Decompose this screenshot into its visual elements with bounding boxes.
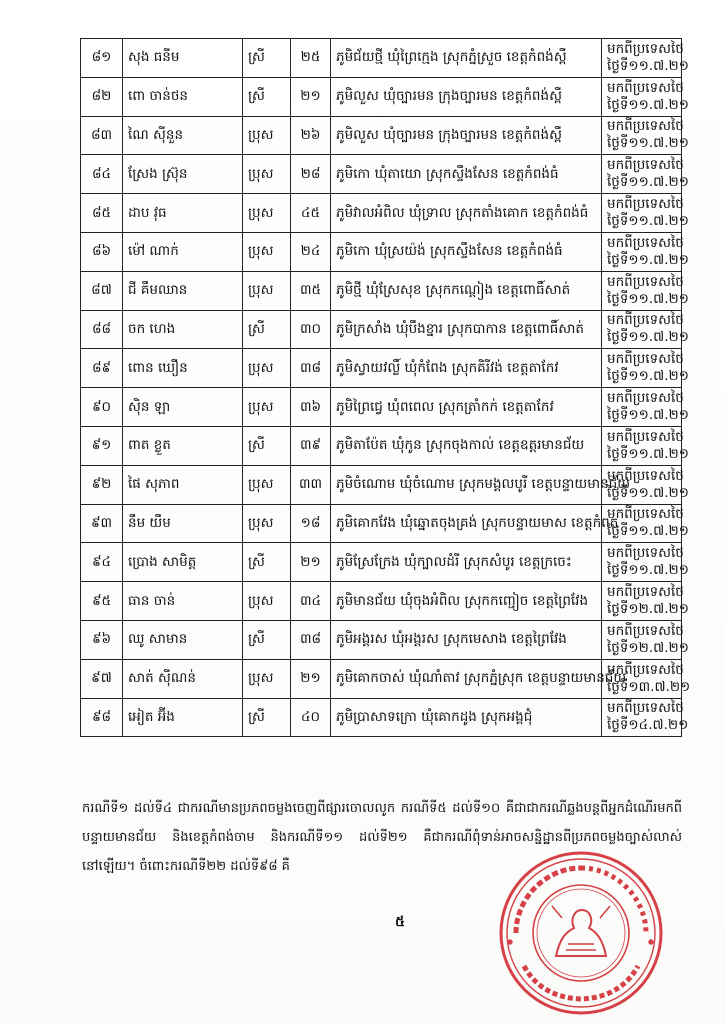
- sex-cell: ស្រី: [243, 426, 291, 465]
- status-cell: [602, 620, 689, 659]
- age-cell: ២៨: [291, 155, 331, 194]
- status-line: មកពីប្រទេសថៃ: [607, 584, 684, 601]
- cases-table: [80, 38, 691, 737]
- address-cell: ភូមិកោ ឃុំស្រយ៉ង់ ស្រុកស្ទឹងសែន ខេត្តកំពង់ធំ: [331, 232, 602, 271]
- age-cell: ៣៩: [291, 426, 331, 465]
- sex-cell: ប្រុស: [243, 504, 291, 543]
- status-line: មកពីប្រទេសថៃ: [607, 545, 684, 562]
- name-cell: អៀត អ៊ីង: [123, 698, 243, 737]
- case-number-cell: ៨៥: [81, 194, 123, 233]
- case-number-cell: ៨៩: [81, 349, 123, 388]
- age-cell: ២៥: [291, 39, 331, 78]
- table-row: [81, 388, 682, 427]
- status-line: មកពីប្រទេសថៃ: [607, 351, 684, 368]
- status-line: មកពីប្រទេសថៃ: [607, 700, 684, 717]
- address-cell: ភូមិប្រាសាទក្រោ ឃុំគោកដូង ស្រុកអង្គជុំ: [331, 698, 602, 737]
- status-cell: [602, 543, 689, 582]
- status-line: មកពីប្រទេសថៃ: [607, 40, 684, 57]
- name-cell: ម៉ៅ ណាក់: [123, 232, 243, 271]
- status-line: មកពីប្រទេសថៃ: [607, 79, 684, 96]
- table-row: [81, 194, 682, 233]
- status-cell: [602, 698, 689, 737]
- sex-cell: ស្រី: [243, 620, 291, 659]
- address-cell: ភូមិព្រៃជ្វេ ឃុំពពេល ស្រុកត្រាំកក់ ខេត្តតាកែវ: [331, 388, 602, 427]
- table-row: [81, 310, 682, 349]
- status-line: មកពីប្រទេសថៃ: [607, 234, 684, 251]
- name-cell: សុង ធនីម: [123, 39, 243, 78]
- status-line: មកពីប្រទេសថៃ: [607, 196, 684, 213]
- sex-cell: ប្រុស: [243, 465, 291, 504]
- table-row: [81, 77, 682, 116]
- table-row: [81, 271, 682, 310]
- address-cell: ភូមិចំណោម ឃុំចំណោម ស្រុកមង្គលបូរី ខេត្តបន្ទាយមានជ័យ: [331, 465, 602, 504]
- address-cell: ភូមិលួស ឃុំច្បារមន ក្រុងច្បារមន ខេត្តកំពង់ស្ពឺ: [331, 116, 602, 155]
- case-number-cell: ៩៧: [81, 659, 123, 698]
- name-cell: ឈូ សាមាន: [123, 620, 243, 659]
- address-cell: ភូមិស្រែក្រែង ឃុំក្បាលដំរី ស្រុកសំបូរ ខេត្តក្រចេះ: [331, 543, 602, 582]
- status-cell: [602, 504, 689, 543]
- sex-cell: ប្រុស: [243, 271, 291, 310]
- sex-cell: ស្រី: [243, 698, 291, 737]
- status-line: ថ្ងៃទី១១.៧.២១: [607, 407, 689, 424]
- case-number-cell: ៩៥: [81, 582, 123, 621]
- status-line: ថ្ងៃទី១១.៧.២១: [607, 562, 689, 579]
- age-cell: ២១: [291, 543, 331, 582]
- status-line: មកពីប្រទេសថៃ: [607, 312, 684, 329]
- age-cell: ៣៥: [291, 271, 331, 310]
- status-line: ថ្ងៃទី១១.៧.២១: [607, 135, 689, 152]
- status-line: មកពីប្រទេសថៃ: [607, 661, 684, 678]
- address-cell: ភូមិថ្មី ឃុំស្រែសុខ ស្រុកកណ្ដៀង ខេត្តពោធិ៍សាត់: [331, 271, 602, 310]
- table-row: [81, 543, 682, 582]
- age-cell: ២១: [291, 659, 331, 698]
- status-cell: [602, 465, 689, 504]
- sex-cell: ប្រុស: [243, 388, 291, 427]
- name-cell: ពោន ឃឿន: [123, 349, 243, 388]
- case-number-cell: ៩៤: [81, 543, 123, 582]
- name-cell: ដាប វុធ: [123, 194, 243, 233]
- age-cell: ២៤: [291, 232, 331, 271]
- sex-cell: ប្រុស: [243, 349, 291, 388]
- sex-cell: ប្រុស: [243, 194, 291, 233]
- sex-cell: ប្រុស: [243, 155, 291, 194]
- address-cell: ភូមិជ័យថ្មី ឃុំព្រៃក្មេង ស្រុកភ្នំស្រួច ខេត្តកំពង់ស្ពឺ: [331, 39, 602, 78]
- status-cell: [602, 426, 689, 465]
- status-line: ថ្ងៃទី១២.៧.២១: [607, 601, 689, 618]
- status-cell: [602, 388, 689, 427]
- sex-cell: ស្រី: [243, 310, 291, 349]
- status-line: ថ្ងៃទី១១.៧.២១: [607, 96, 689, 113]
- age-cell: ១៨: [291, 504, 331, 543]
- name-cell: ចក ហេង: [123, 310, 243, 349]
- case-number-cell: ៨៤: [81, 155, 123, 194]
- status-cell: [602, 271, 689, 310]
- name-cell: សាត់ ស៊ីណន់: [123, 659, 243, 698]
- official-seal-stamp: [496, 848, 666, 1018]
- case-number-cell: ៨៦: [81, 232, 123, 271]
- status-line: ថ្ងៃទី១១.៧.២១: [607, 368, 689, 385]
- status-line: មកពីប្រទេសថៃ: [607, 622, 684, 639]
- table-row: [81, 620, 682, 659]
- status-line: មកពីប្រទេសថៃ: [607, 157, 684, 174]
- case-number-cell: ៨១: [81, 39, 123, 78]
- table-row: [81, 582, 682, 621]
- sex-cell: ស្រី: [243, 543, 291, 582]
- case-number-cell: ៩៨: [81, 698, 123, 737]
- status-cell: [602, 310, 689, 349]
- sex-cell: ប្រុស: [243, 116, 291, 155]
- table-row: [81, 504, 682, 543]
- name-cell: ប្រោង សាមិត្ត: [123, 543, 243, 582]
- status-line: មកពីប្រទេសថៃ: [607, 467, 684, 484]
- address-cell: ភូមិគោកចាស់ ឃុំណាំតាវ ស្រុកភ្នំស្រុក ខេត្តបន្ទាយមានជ័យ: [331, 659, 602, 698]
- age-cell: ៣៦: [291, 388, 331, 427]
- status-cell: [602, 194, 689, 233]
- table-row: [81, 116, 682, 155]
- cases-table-body: [81, 39, 691, 737]
- status-line: ថ្ងៃទី១២.៧.២១: [607, 639, 689, 656]
- age-cell: ៤៥: [291, 194, 331, 233]
- status-line: មកពីប្រទេសថៃ: [607, 428, 684, 445]
- table-row: [81, 698, 682, 737]
- status-line: ថ្ងៃទី១១.៧.២១: [607, 174, 689, 191]
- case-number-cell: ៩០: [81, 388, 123, 427]
- status-cell: [602, 116, 689, 155]
- address-cell: ភូមិកោ ឃុំតាយោ ស្រុកស្ទឹងសែន ខេត្តកំពង់ធំ: [331, 155, 602, 194]
- name-cell: ពាត ខ្លួត: [123, 426, 243, 465]
- address-cell: ភូមិតាប៉ែត ឃុំកូន ស្រុកចុងកាល់ ខេត្តឧត្ដរមានជ័យ: [331, 426, 602, 465]
- case-number-cell: ៨២: [81, 77, 123, 116]
- status-line: ថ្ងៃទី១១.៧.២១: [607, 213, 689, 230]
- name-cell: ជី គឹមឈាន: [123, 271, 243, 310]
- case-number-cell: ៨៨: [81, 310, 123, 349]
- age-cell: ៣៨: [291, 620, 331, 659]
- name-cell: ណៃ ស៊ីនួន: [123, 116, 243, 155]
- age-cell: ២៦: [291, 116, 331, 155]
- address-cell: ភូមិក្រសាំង ឃុំបឹងខ្នារ ស្រុកបាកាន ខេត្តពោធិ៍សាត់: [331, 310, 602, 349]
- address-cell: ភូមិស្វាយវល្លិ៍ ឃុំកំពែង ស្រុកគិរីវង់ ខេត្តតាកែវ: [331, 349, 602, 388]
- case-number-cell: ៩៣: [81, 504, 123, 543]
- status-line: ថ្ងៃទី១៣.៧.២១: [607, 678, 691, 695]
- address-cell: ភូមិគោកវែង ឃុំឆ្នោតចុងគ្រង់ ស្រុកបន្ទាយមាស ខេត្តកំពត: [331, 504, 602, 543]
- name-cell: ស្រែង ស្រ៊ុន: [123, 155, 243, 194]
- status-cell: [602, 39, 689, 78]
- status-line: ថ្ងៃទី១១.៧.២១: [607, 523, 689, 540]
- table-row: [81, 659, 682, 698]
- age-cell: ២១: [291, 77, 331, 116]
- age-cell: ៤០: [291, 698, 331, 737]
- address-cell: ភូមិអង្គរស ឃុំអង្គរស ស្រុកមេសាង ខេត្តព្រៃវែង: [331, 620, 602, 659]
- status-line: មកពីប្រទេសថៃ: [607, 273, 684, 290]
- status-line: ថ្ងៃទី១១.៧.២១: [607, 251, 689, 268]
- table-row: [81, 155, 682, 194]
- age-cell: ៣៨: [291, 349, 331, 388]
- status-cell: [602, 155, 689, 194]
- case-number-cell: ៩៦: [81, 620, 123, 659]
- status-line: មកពីប្រទេសថៃ: [607, 506, 684, 523]
- name-cell: ផៃ សុភាព: [123, 465, 243, 504]
- table-row: [81, 232, 682, 271]
- age-cell: ៣៣: [291, 465, 331, 504]
- name-cell: ពោ ចាន់ថន: [123, 77, 243, 116]
- case-number-cell: ៩២: [81, 465, 123, 504]
- status-line: មកពីប្រទេសថៃ: [607, 390, 684, 407]
- sex-cell: ស្រី: [243, 39, 291, 78]
- note-paragraph: ករណីទី១ ដល់ទី៤ ជាករណីមានប្រភពចម្លងចេញពីផ្សារចោលលូក ករណីទី៥ ដល់ទី១០ គឺជាជាករណីឆ្លងបន្តពីអ្នកដំណើរមកពីបន្ទាយមានជ័យ និងខេត្តកំពង់ចាម និងករណីទី១១ ដល់ទី២១ គឺជាករណីពុំទាន់អាចសន្និដ្ឋានពីប្រភពចម្លងច្បាស់លាស់នៅឡើយ។ ចំពោះករណីទី២២ ដល់ទី៩៨ គឺ: [82, 801, 682, 874]
- address-cell: ភូមិវាលអំពិល ឃុំទ្រាល ស្រុកតាំងគោក ខេត្តកំពង់ធំ: [331, 194, 602, 233]
- case-number-cell: ៨៧: [81, 271, 123, 310]
- sex-cell: ប្រុស: [243, 659, 291, 698]
- status-line: ថ្ងៃទី១១.៧.២១: [607, 484, 689, 501]
- name-cell: ស៊ិន ឡា: [123, 388, 243, 427]
- status-line: មកពីប្រទេសថៃ: [607, 118, 684, 135]
- status-line: ថ្ងៃទី១១.៧.២១: [607, 329, 689, 346]
- address-cell: ភូមិលួស ឃុំច្បារមន ក្រុងច្បារមន ខេត្តកំពង់ស្ពឺ: [331, 77, 602, 116]
- address-cell: ភូមិមានជ័យ ឃុំចុងអំពិល ស្រុកកញ្ជៀច ខេត្តព្រៃវែង: [331, 582, 602, 621]
- age-cell: ៣០: [291, 310, 331, 349]
- status-cell: [602, 582, 689, 621]
- sex-cell: ប្រុស: [243, 582, 291, 621]
- table-row: [81, 349, 682, 388]
- age-cell: ៣៤: [291, 582, 331, 621]
- case-number-cell: ៩១: [81, 426, 123, 465]
- status-line: ថ្ងៃទី១៤.៧.២១: [607, 717, 689, 734]
- status-cell: [602, 232, 689, 271]
- table-row: [81, 426, 682, 465]
- status-line: ថ្ងៃទី១១.៧.២១: [607, 445, 689, 462]
- case-number-cell: ៨៣: [81, 116, 123, 155]
- status-cell: [602, 349, 689, 388]
- name-cell: ធាន ចាន់: [123, 582, 243, 621]
- sex-cell: ស្រី: [243, 77, 291, 116]
- status-cell: [602, 77, 689, 116]
- sex-cell: ប្រុស: [243, 232, 291, 271]
- status-cell: [602, 659, 691, 698]
- name-cell: នឹម យឹម: [123, 504, 243, 543]
- status-line: ថ្ងៃទី១១.៧.២១: [607, 57, 689, 74]
- table-row: [81, 39, 682, 78]
- page-number: ៥: [395, 914, 405, 930]
- table-row: [81, 465, 682, 504]
- status-line: ថ្ងៃទី១១.៧.២១: [607, 290, 689, 307]
